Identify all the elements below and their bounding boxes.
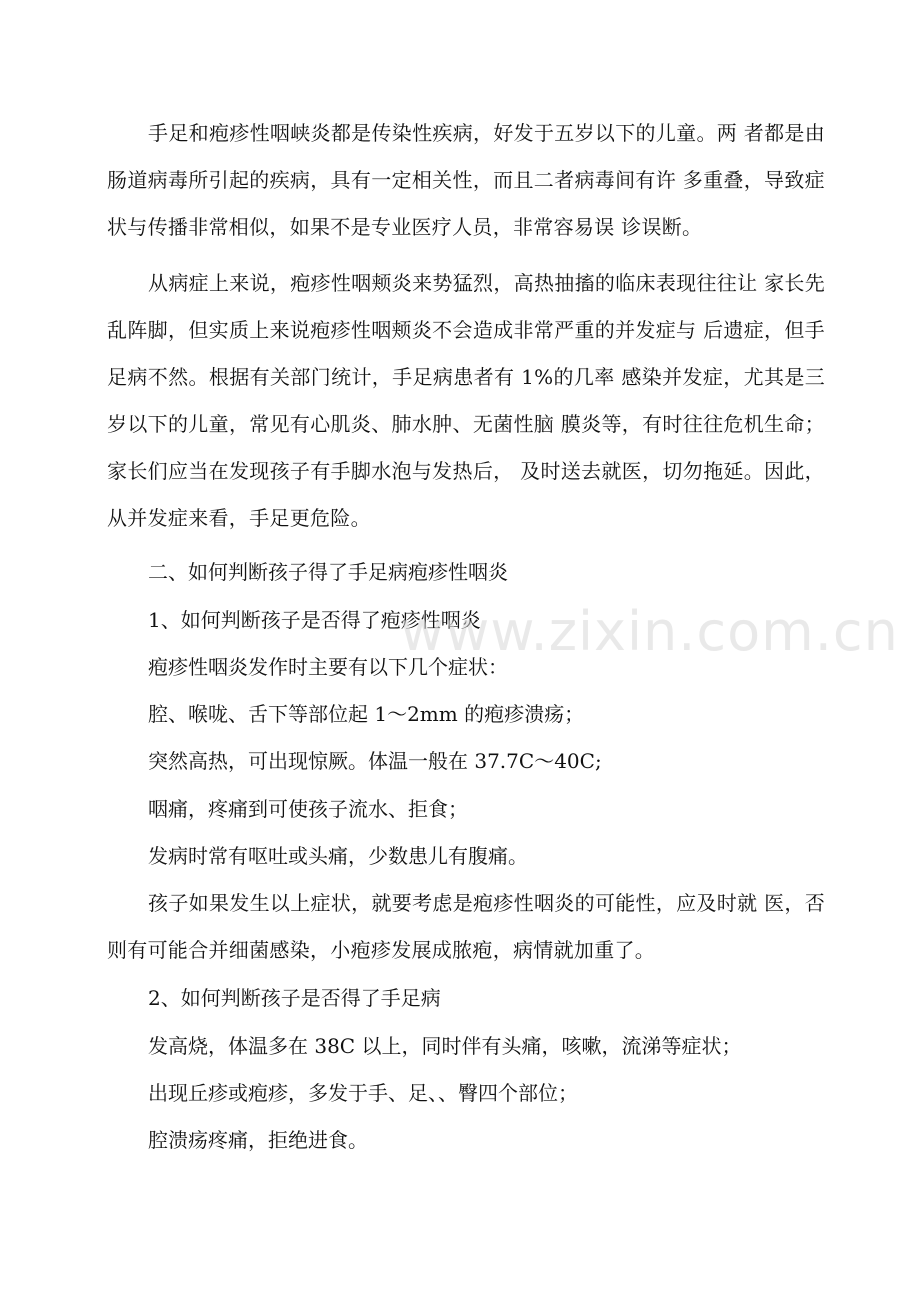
paragraph-intro: 手足和疱疹性咽峡炎都是传染性疾病，好发于五岁以下的儿童。两 者都是由肠道病毒所引起的疾病，具有一定相关性，而且二者病毒间有许 多重叠，导致症状与传播非常相似，如果不是专业医疗人员，非常容易误 诊误断。 <box>107 121 825 239</box>
watermark: www.zixin.com.cn <box>400 600 899 663</box>
paragraph-comparison: 从病症上来说，疱疹性咽颊炎来势猛烈，高热抽搐的临床表现往往让 家长先乱阵脚，但实质上来说疱疹性咽颊炎不会造成非常严重的并发症与 后遗症，但手足病不然。根据有关部门统计，手足病患者有 1%的几率 感染并发症，尤其是三岁以下的儿童，常见有心肌炎、肺水肿、无菌性脑 膜炎等，有时往往危机生命；家长们应当在发现孩子有手脚水泡与发热后， 及时送去就医，切勿拖延。因此，从并发症来看，手足更危险。 <box>107 271 825 530</box>
paragraph-advice: 孩子如果发生以上症状，就要考虑是疱疹性咽炎的可能性，应及时就 医，否则有可能合并细菌感染，小疱疹发展成脓疱，病情就加重了。 <box>107 891 825 962</box>
symptom-item: 发病时常有呕吐或头痛，少数患儿有腹痛。 <box>148 844 528 868</box>
symptom-item: 咽痛，疼痛到可使孩子流水、拒食； <box>148 797 468 821</box>
symptom-item: 腔溃疡疼痛，拒绝进食。 <box>148 1128 368 1152</box>
symptom-item: 出现丘疹或疱疹，多发于手、足、、臀四个部位； <box>148 1081 578 1105</box>
subheading-2: 2、如何判断孩子是否得了手足病 <box>148 986 441 1010</box>
symptom-intro: 疱疹性咽炎发作时主要有以下几个症状： <box>148 655 508 679</box>
section-heading-2: 二、如何判断孩子得了手足病疱疹性咽炎 <box>148 560 508 584</box>
symptom-item: 突然高热，可出现惊厥。体温一般在 37.7C～40C; <box>148 749 602 773</box>
symptom-item: 发高烧，体温多在 38C 以上，同时伴有头痛，咳嗽，流涕等症状； <box>148 1034 742 1058</box>
symptom-item: 腔、喉咙、舌下等部位起 1～2mm 的疱疹溃疡； <box>148 702 585 726</box>
subheading-1: 1、如何判断孩子是否得了疱疹性咽炎 <box>148 608 481 632</box>
